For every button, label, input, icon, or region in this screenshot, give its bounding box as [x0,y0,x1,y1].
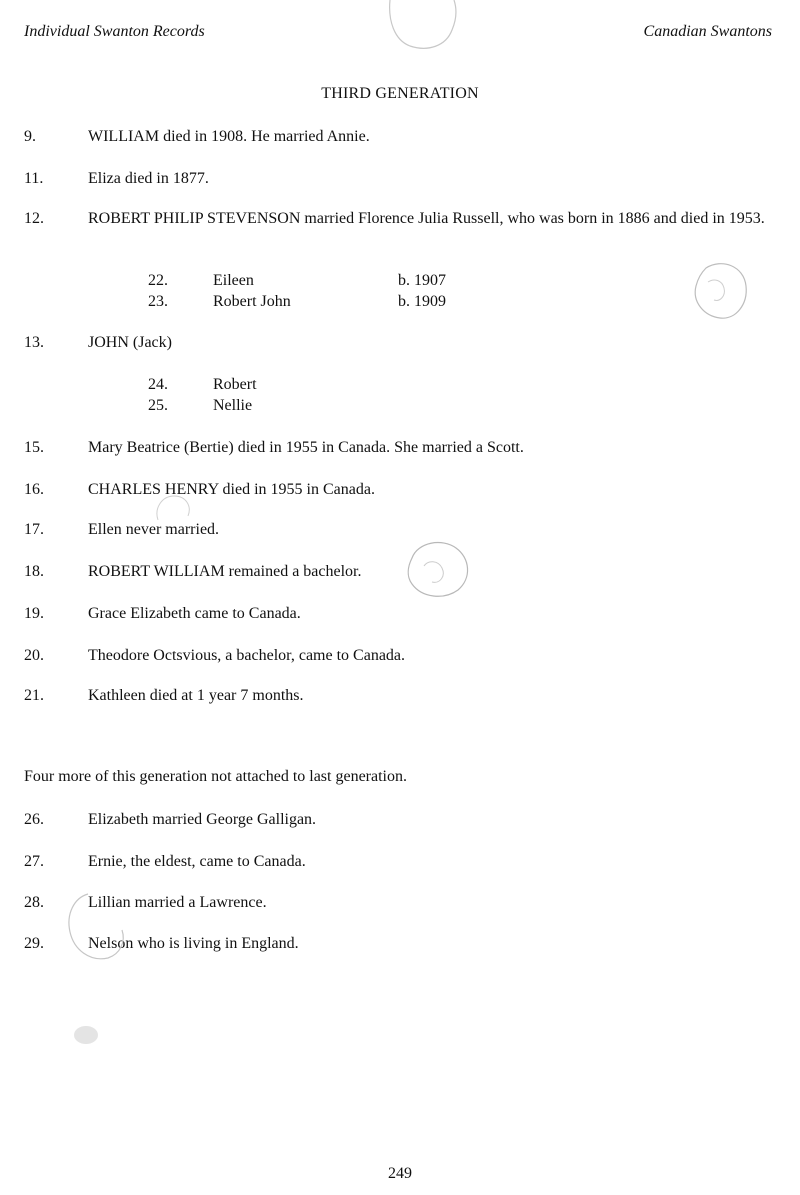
child-name: Nellie [213,397,253,414]
child-name: Eileen [213,272,254,289]
entry-number: 15. [24,439,44,456]
section-title: THIRD GENERATION [321,85,479,102]
stain-mark [380,0,470,55]
entry-text: CHARLES HENRY died in 1955 in Canada. [88,481,375,498]
entry-number: 21. [24,687,44,704]
entry-text: Grace Elizabeth came to Canada. [88,605,301,622]
entry-text: ROBERT WILLIAM remained a bachelor. [88,563,362,580]
entry-text: Lillian married a Lawrence. [88,894,267,911]
child-name: Robert John [213,293,291,310]
child-birth: b. 1907 [398,272,446,289]
entry-number: 18. [24,563,44,580]
child-birth: b. 1909 [398,293,446,310]
child-number: 23. [148,293,168,310]
entry-number: 17. [24,521,44,538]
entry-number: 16. [24,481,44,498]
entry-text: Ernie, the eldest, came to Canada. [88,853,306,870]
entry-text: Theodore Octsvious, a bachelor, came to Canada. [88,647,406,664]
entry-number: 19. [24,605,44,622]
entry-number: 27. [24,853,44,870]
entry-number: 11. [24,170,44,187]
child-number: 25. [148,397,168,414]
entry-number: 20. [24,647,44,664]
generation-note: Four more of this generation not attached to last generation. [24,768,407,785]
entry-text: Mary Beatrice (Bertie) died in 1955 in Canada. She married a Scott. [88,439,524,456]
entry-text: JOHN (Jack) [88,334,172,351]
entry-text: Eliza died in 1877. [88,170,209,187]
entry-number: 12. [24,210,44,227]
child-number: 24. [148,376,168,393]
stain-mark [686,258,756,328]
entry-number: 13. [24,334,44,351]
entry-text: Kathleen died at 1 year 7 months. [88,687,304,704]
stain-mark [68,1020,108,1050]
entry-text: Nelson who is living in England. [88,935,299,952]
entry-text: WILLIAM died in 1908. He married Annie. [88,128,370,145]
entry-text: Ellen never married. [88,521,220,538]
entry-number: 26. [24,811,44,828]
child-number: 22. [148,272,168,289]
running-head-left: Individual Swanton Records [24,23,205,40]
entry-text: Elizabeth married George Galligan. [88,811,317,828]
child-name: Robert [213,376,257,393]
entry-number: 9. [24,128,36,145]
entry-number: 28. [24,894,44,911]
page-number: 249 [388,1165,412,1182]
running-head-right: Canadian Swantons [643,23,772,40]
entry-number: 29. [24,935,44,952]
entry-text: ROBERT PHILIP STEVENSON married Florence Julia Russell, who was born in 1886 and died in 1953. [88,210,765,227]
